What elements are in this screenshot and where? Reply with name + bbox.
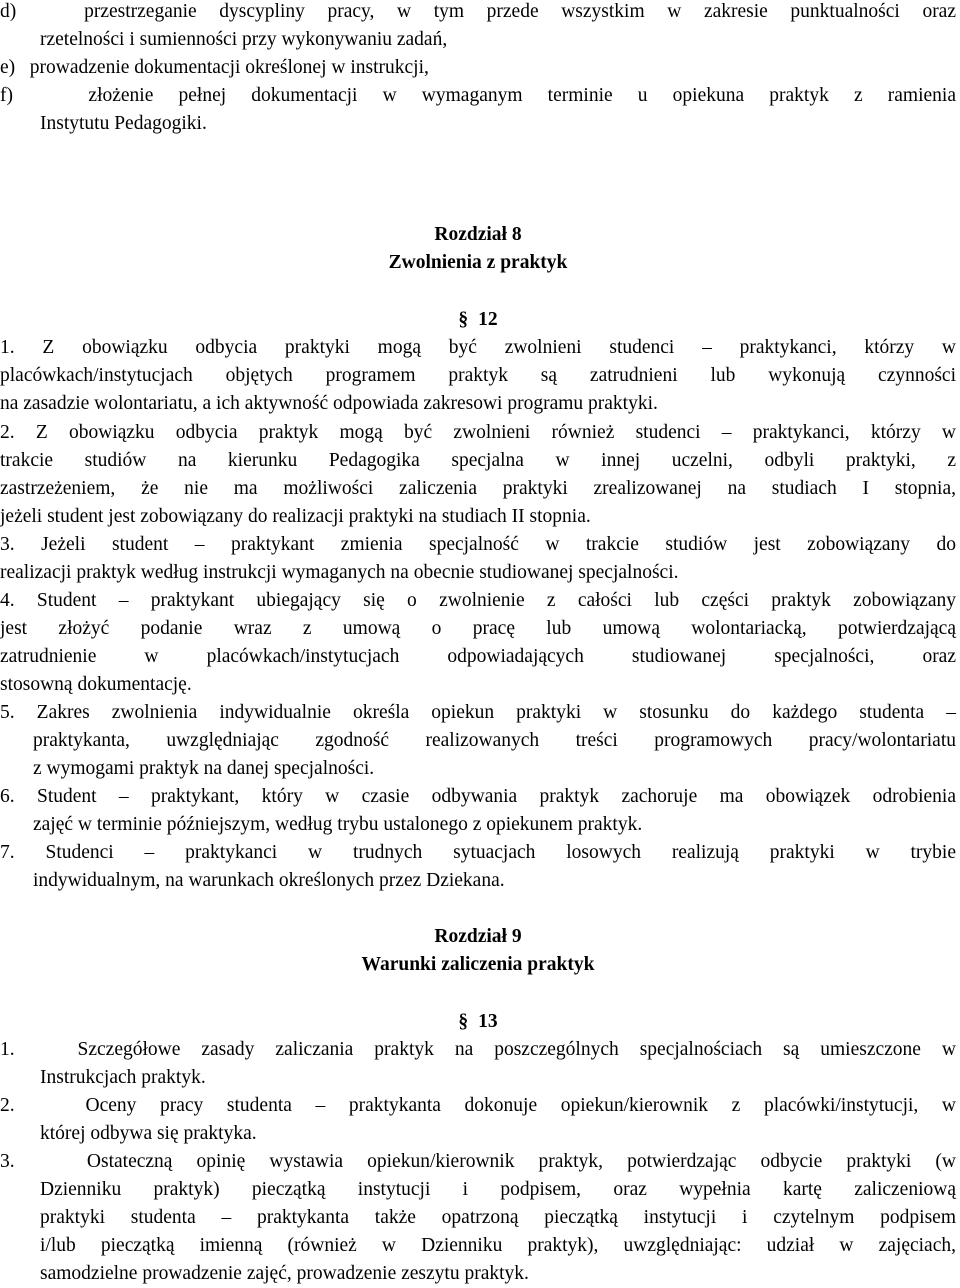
list-item-e: e) prowadzenie dokumentacji określonej w instrukcji, <box>0 57 429 78</box>
s13-item-2-line-2: której odbywa się praktyka. <box>40 1123 257 1144</box>
s12-item-2-line-1: 2. Z obowiązku odbycia praktyk mogą być zwolnieni również studenci – praktykanci, którzy w <box>0 422 957 443</box>
s13-item-1-line-2: Instrukcjach praktyk. <box>40 1067 206 1088</box>
list-item-d-line-1: d) przestrzeganie dyscypliny pracy, w tym przede wszystkim w zakresie punktualności oraz <box>0 1 956 22</box>
s12-item-6-line-1: 6. Student – praktykant, który w czasie odbywania praktyk zachoruje ma obowiązek odrobienia <box>0 786 956 807</box>
chapter-8-title: Rozdział 8 <box>434 224 522 245</box>
chapter-9-title: Rozdział 9 <box>434 926 522 947</box>
s12-item-1-line-2: placówkach/instytucjach objętych programem praktyk są zatrudnieni lub wykonują czynności <box>0 365 956 386</box>
chapter-8-subtitle: Zwolnienia z praktyk <box>388 252 568 273</box>
s13-item-1-line-1: 1. Szczegółowe zasady zaliczania praktyk na poszczególnych specjalnościach są umieszczone w <box>0 1039 956 1060</box>
s12-item-3-line-2: realizacji praktyk według instrukcji wymaganych na obecnie studiowanej specjalności. <box>0 562 679 583</box>
section-symbol: § <box>458 1011 469 1032</box>
s12-item-7-line-1: 7. Studenci – praktykanci w trudnych sytuacjach losowych realizują praktyki w trybie <box>0 842 957 863</box>
s12-item-4-line-3: zatrudnienie w placówkach/instytucjach odpowiadających studiowanej specjalności, oraz <box>0 646 956 667</box>
s12-item-3-line-1: 3. Jeżeli student – praktykant zmienia specjalność w trakcie studiów jest zobowiązany do <box>0 534 956 555</box>
s13-item-3-line-3: praktyki studenta – praktykanta także opatrzoną pieczątką instytucji i czytelnym podpisem <box>40 1207 956 1228</box>
s13-item-3-line-1: 3. Ostateczną opinię wystawia opiekun/kierownik praktyk, potwierdzając odbycie praktyki (w <box>0 1151 957 1172</box>
list-item-f-line-1: f) złożenie pełnej dokumentacji w wymaganym terminie u opiekuna praktyk z ramienia <box>0 85 956 106</box>
s12-item-5-line-1: 5. Zakres zwolnienia indywidualnie określa opiekun praktyki w stosunku do każdego studenta – <box>0 702 956 723</box>
s12-item-5-line-2: praktykanta, uwzględniając zgodność realizowanych treści programowych pracy/wolontariatu <box>33 730 956 751</box>
s12-item-5-line-3: z wymogami praktyk na danej specjalności. <box>33 758 375 779</box>
s12-item-2-line-4: jeżeli student jest zobowiązany do realizacji praktyki na studiach II stopnia. <box>0 506 591 527</box>
s13-item-2-line-1: 2. Oceny pracy studenta – praktykanta dokonuje opiekun/kierownik z placówki/instytucji, w <box>0 1095 956 1116</box>
s12-item-2-line-2: trakcie studiów na kierunku Pedagogika specjalna w innej uczelni, odbyli praktyki, z <box>0 450 956 471</box>
list-item-f-line-2: Instytutu Pedagogiki. <box>40 113 207 134</box>
s13-item-3-line-2: Dzienniku praktyk) pieczątką instytucji i podpisem, oraz wypełnia kartę zaliczeniową <box>40 1179 956 1200</box>
section-symbol: § <box>458 309 469 330</box>
chapter-9-subtitle: Warunki zaliczenia praktyk <box>361 954 595 975</box>
paragraph-12-heading: § 12 <box>0 306 956 334</box>
s12-item-7-line-2: indywidualnym, na warunkach określonych przez Dziekana. <box>33 870 505 891</box>
s12-item-4-line-2: jest złożyć podanie wraz z umową o pracę lub umową wolontariacką, potwierdzającą <box>0 618 956 639</box>
list-item-d-line-2: rzetelności i sumienności przy wykonywaniu zadań, <box>40 29 448 50</box>
s13-item-3-line-5: samodzielne prowadzenie zajęć, prowadzenie zeszytu praktyk. <box>40 1263 529 1284</box>
s12-item-4-line-4: stosowną dokumentację. <box>0 674 192 695</box>
s12-item-6-line-2: zajęć w terminie późniejszym, według trybu ustalonego z opiekunem praktyk. <box>33 814 643 835</box>
paragraph-13-heading: § 13 <box>0 1008 956 1036</box>
s12-item-2-line-3: zastrzeżeniem, że nie ma możliwości zaliczenia praktyki zrealizowanej na studiach I stopnia, <box>0 478 956 499</box>
s12-item-1-line-3: na zasadzie wolontariatu, a ich aktywność odpowiada zakresowi programu praktyki. <box>0 393 658 414</box>
s12-item-4-line-1: 4. Student – praktykant ubiegający się o zwolnienie z całości lub części praktyk zobowiązany <box>0 590 956 611</box>
s13-item-3-line-4: i/lub pieczątką imienną (również w Dzienniku praktyk), uwzględniając: udział w zajęciach, <box>40 1235 956 1256</box>
s12-item-1-line-1: 1. Z obowiązku odbycia praktyki mogą być zwolnieni studenci – praktykanci, którzy w <box>0 337 957 358</box>
